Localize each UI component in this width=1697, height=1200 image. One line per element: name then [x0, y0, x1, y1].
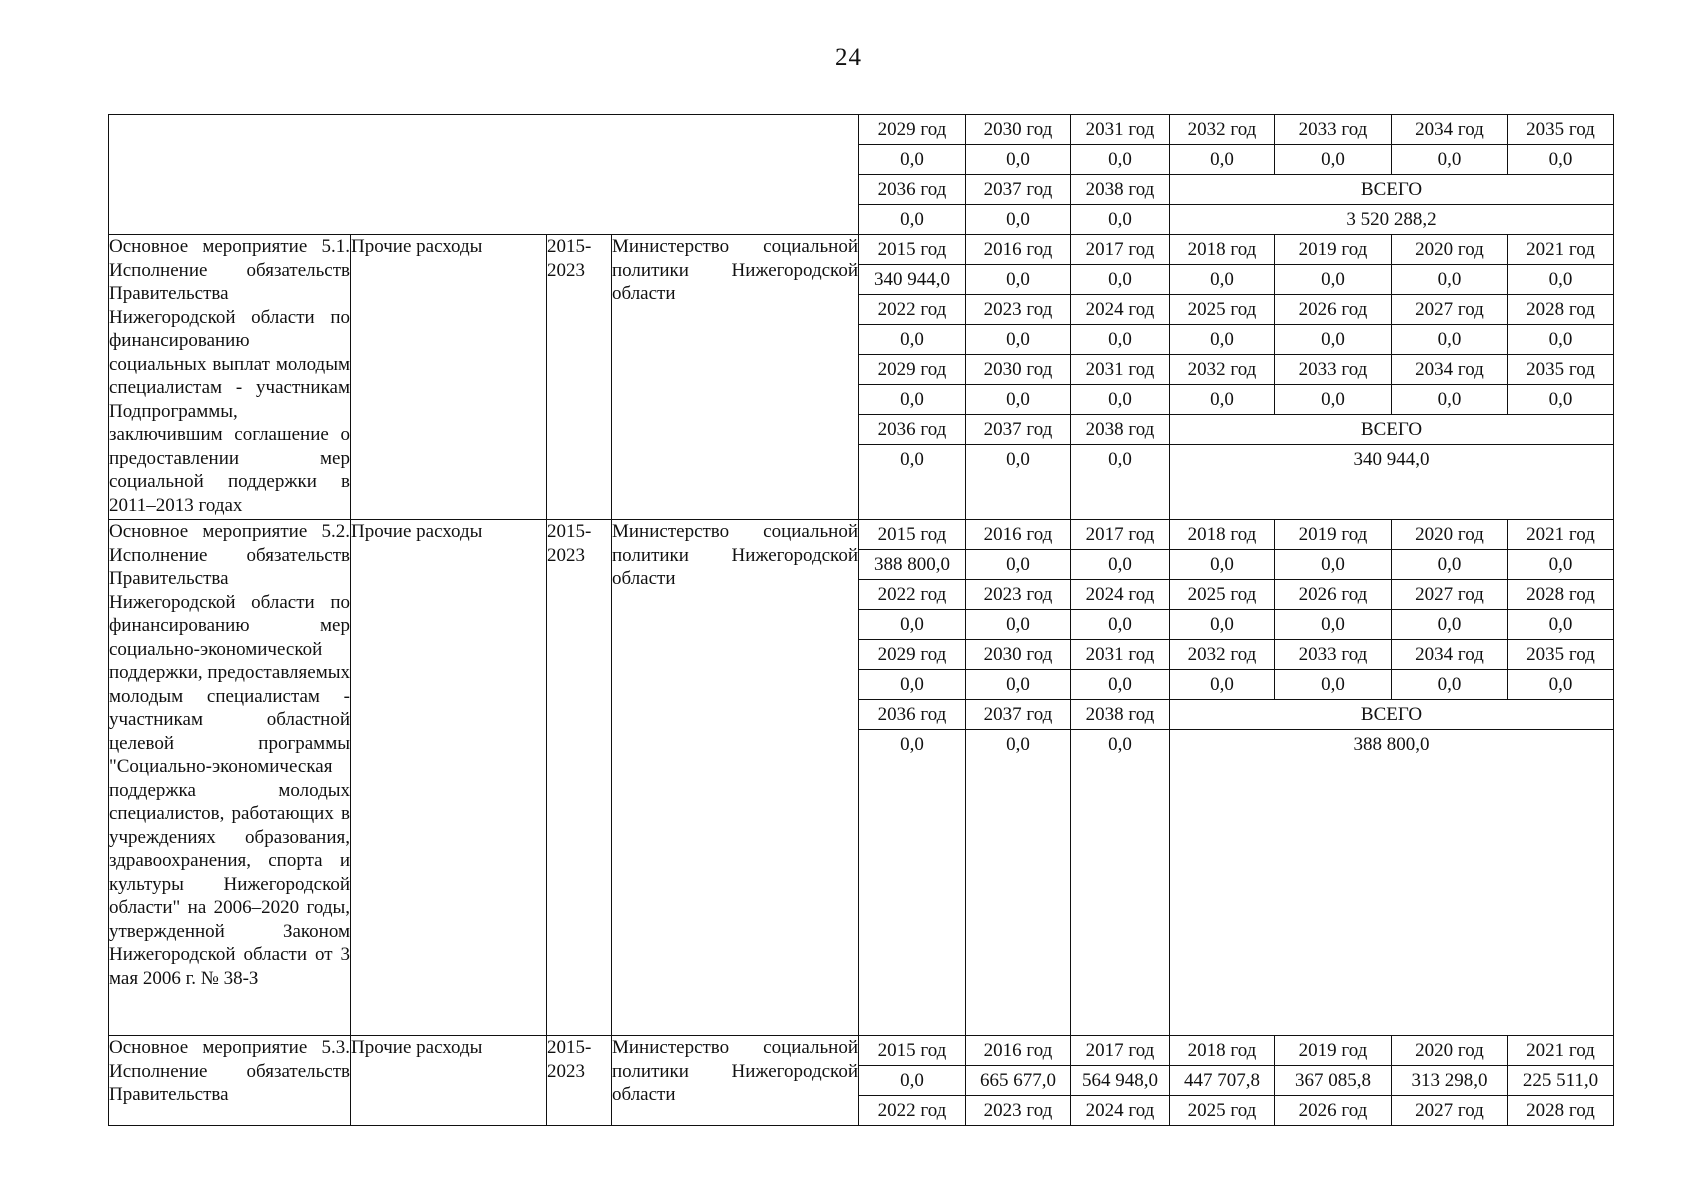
- header-years-row-1: [109, 115, 1614, 145]
- value-cell: 0,0: [1071, 610, 1170, 640]
- year-cell: 2021 год: [1508, 520, 1614, 550]
- year-cell: 2024 год: [1071, 580, 1170, 610]
- year-cell: 2024 год: [1071, 1096, 1170, 1126]
- year-cell: 2029 год: [859, 640, 966, 670]
- year-cell: 2026 год: [1275, 1096, 1392, 1126]
- year-cell: 2016 год: [966, 520, 1071, 550]
- measure-organization: Министерство социальной политики Нижегородской области: [612, 235, 859, 520]
- year-cell: 2021 год: [1508, 1036, 1614, 1066]
- value-cell: 0,0: [1170, 325, 1275, 355]
- year-cell: 2019 год: [1275, 1036, 1392, 1066]
- value-cell: 564 948,0: [1071, 1066, 1170, 1096]
- measure-expense-type: Прочие расходы: [351, 1036, 547, 1126]
- value-cell: 0,0: [1071, 145, 1170, 175]
- measure-period: 2015-2023: [547, 235, 612, 520]
- year-cell: 2032 год: [1170, 115, 1275, 145]
- value-cell: 0,0: [1508, 325, 1614, 355]
- value-cell: 0,0: [1071, 550, 1170, 580]
- year-cell: 2028 год: [1508, 580, 1614, 610]
- year-cell: 2033 год: [1275, 640, 1392, 670]
- page-number: 24: [835, 44, 862, 71]
- year-cell: 2019 год: [1275, 235, 1392, 265]
- value-cell: 0,0: [1170, 550, 1275, 580]
- year-cell: 2026 год: [1275, 295, 1392, 325]
- value-cell: 0,0: [859, 730, 966, 1036]
- year-cell: 2034 год: [1392, 355, 1508, 385]
- year-cell: 2029 год: [859, 355, 966, 385]
- value-cell: 388 800,0: [859, 550, 966, 580]
- value-cell: 0,0: [966, 325, 1071, 355]
- year-cell: 2025 год: [1170, 580, 1275, 610]
- year-cell: 2016 год: [966, 235, 1071, 265]
- value-cell: 665 677,0: [966, 1066, 1071, 1096]
- year-cell: 2038 год: [1071, 415, 1170, 445]
- measure-period: 2015-2023: [547, 520, 612, 1036]
- measure-description: Основное мероприятие 5.3. Исполнение обязательств Правительства: [109, 1036, 351, 1126]
- value-cell: 0,0: [1508, 385, 1614, 415]
- value-cell: 0,0: [1275, 385, 1392, 415]
- value-cell: 225 511,0: [1508, 1066, 1614, 1096]
- value-cell: 0,0: [859, 205, 966, 235]
- year-cell: 2032 год: [1170, 355, 1275, 385]
- year-cell: 2018 год: [1170, 1036, 1275, 1066]
- measure-5-2-years-a: [109, 520, 1614, 550]
- measure-description: Основное мероприятие 5.2. Исполнение обязательств Правительства Нижегородской области по финансированию мер социально-экономической поддержки, предоставляемых молодым специалистам - участникам областной целевой программы "Социально-экономическая поддержка молодых специалистов, работающих в учреждениях образования, здравоохранения, спорта и культуры Нижегородской области" на 2006–2020 годы, утвержденной Законом Нижегородской области от 3 мая 2006 г. № 38-З: [109, 520, 351, 1036]
- value-cell: 0,0: [859, 670, 966, 700]
- year-cell: 2037 год: [966, 175, 1071, 205]
- year-cell: 2028 год: [1508, 295, 1614, 325]
- year-cell: 2023 год: [966, 295, 1071, 325]
- value-cell: 0,0: [1508, 265, 1614, 295]
- value-cell: 0,0: [1071, 325, 1170, 355]
- total-value-cell: 3 520 288,2: [1170, 205, 1614, 235]
- value-cell: 0,0: [1508, 550, 1614, 580]
- year-cell: 2018 год: [1170, 235, 1275, 265]
- year-cell: 2023 год: [966, 1096, 1071, 1126]
- year-cell: 2028 год: [1508, 1096, 1614, 1126]
- value-cell: 0,0: [859, 1066, 966, 1096]
- total-value-cell: 340 944,0: [1170, 445, 1614, 520]
- value-cell: 0,0: [1170, 145, 1275, 175]
- value-cell: 0,0: [1275, 325, 1392, 355]
- value-cell: 0,0: [859, 610, 966, 640]
- total-label-cell: ВСЕГО: [1170, 700, 1614, 730]
- year-cell: 2034 год: [1392, 640, 1508, 670]
- value-cell: 0,0: [1071, 205, 1170, 235]
- year-cell: 2030 год: [966, 355, 1071, 385]
- value-cell: 0,0: [1275, 145, 1392, 175]
- value-cell: 0,0: [966, 550, 1071, 580]
- measure-organization: Министерство социальной политики Нижегородской области: [612, 520, 859, 1036]
- value-cell: 0,0: [966, 670, 1071, 700]
- total-value-cell: 388 800,0: [1170, 730, 1614, 1036]
- year-cell: 2017 год: [1071, 520, 1170, 550]
- measure-expense-type: Прочие расходы: [351, 520, 547, 1036]
- value-cell: 0,0: [966, 385, 1071, 415]
- year-cell: 2033 год: [1275, 115, 1392, 145]
- measure-expense-type: Прочие расходы: [351, 235, 547, 520]
- value-cell: 0,0: [1275, 550, 1392, 580]
- value-cell: 0,0: [1508, 610, 1614, 640]
- year-cell: 2019 год: [1275, 520, 1392, 550]
- year-cell: 2031 год: [1071, 355, 1170, 385]
- value-cell: 0,0: [1392, 385, 1508, 415]
- year-cell: 2016 год: [966, 1036, 1071, 1066]
- year-cell: 2020 год: [1392, 520, 1508, 550]
- value-cell: 0,0: [1392, 325, 1508, 355]
- year-cell: 2038 год: [1071, 700, 1170, 730]
- year-cell: 2036 год: [859, 175, 966, 205]
- value-cell: 0,0: [1392, 265, 1508, 295]
- measure-organization: Министерство социальной политики Нижегородской области: [612, 1036, 859, 1126]
- value-cell: 0,0: [1170, 385, 1275, 415]
- measure-5-3-years-a: [109, 1036, 1614, 1066]
- year-cell: 2022 год: [859, 580, 966, 610]
- year-cell: 2018 год: [1170, 520, 1275, 550]
- total-label-cell: ВСЕГО: [1170, 175, 1614, 205]
- value-cell: 447 707,8: [1170, 1066, 1275, 1096]
- measure-period: 2015-2023: [547, 1036, 612, 1126]
- year-cell: 2035 год: [1508, 115, 1614, 145]
- value-cell: 0,0: [1275, 670, 1392, 700]
- year-cell: 2026 год: [1275, 580, 1392, 610]
- year-cell: 2035 год: [1508, 355, 1614, 385]
- year-cell: 2029 год: [859, 115, 966, 145]
- value-cell: 0,0: [1071, 445, 1170, 520]
- year-cell: 2025 год: [1170, 295, 1275, 325]
- value-cell: 0,0: [1508, 145, 1614, 175]
- year-cell: 2030 год: [966, 640, 1071, 670]
- value-cell: 0,0: [1275, 610, 1392, 640]
- budget-table: [108, 114, 1614, 1126]
- value-cell: 0,0: [966, 265, 1071, 295]
- value-cell: 0,0: [859, 445, 966, 520]
- year-cell: 2022 год: [859, 295, 966, 325]
- year-cell: 2017 год: [1071, 235, 1170, 265]
- value-cell: 0,0: [1508, 670, 1614, 700]
- year-cell: 2020 год: [1392, 1036, 1508, 1066]
- value-cell: 0,0: [1170, 670, 1275, 700]
- value-cell: 0,0: [1392, 670, 1508, 700]
- value-cell: 0,0: [1071, 730, 1170, 1036]
- value-cell: 367 085,8: [1275, 1066, 1392, 1096]
- year-cell: 2036 год: [859, 700, 966, 730]
- year-cell: 2031 год: [1071, 640, 1170, 670]
- value-cell: 0,0: [1170, 610, 1275, 640]
- value-cell: 0,0: [1170, 265, 1275, 295]
- year-cell: 2036 год: [859, 415, 966, 445]
- year-cell: 2027 год: [1392, 295, 1508, 325]
- value-cell: 0,0: [859, 145, 966, 175]
- year-cell: 2037 год: [966, 700, 1071, 730]
- value-cell: 340 944,0: [859, 265, 966, 295]
- value-cell: 0,0: [859, 385, 966, 415]
- year-cell: 2034 год: [1392, 115, 1508, 145]
- value-cell: 0,0: [1071, 265, 1170, 295]
- year-cell: 2017 год: [1071, 1036, 1170, 1066]
- value-cell: 0,0: [1392, 145, 1508, 175]
- year-cell: 2024 год: [1071, 295, 1170, 325]
- budget-table-wrap: [108, 114, 1614, 1126]
- year-cell: 2023 год: [966, 580, 1071, 610]
- measure-description: Основное мероприятие 5.1. Исполнение обязательств Правительства Нижегородской области по финансированию социальных выплат молодым специалистам - участникам Подпрограммы, заключившим соглашение о предоставлении мер социальной поддержки в 2011–2013 годах: [109, 235, 351, 520]
- measure-5-1-years-a: [109, 235, 1614, 265]
- value-cell: 0,0: [966, 145, 1071, 175]
- value-cell: 0,0: [1275, 265, 1392, 295]
- total-label-cell: ВСЕГО: [1170, 415, 1614, 445]
- year-cell: 2032 год: [1170, 640, 1275, 670]
- year-cell: 2015 год: [859, 1036, 966, 1066]
- year-cell: 2027 год: [1392, 1096, 1508, 1126]
- year-cell: 2022 год: [859, 1096, 966, 1126]
- year-cell: 2038 год: [1071, 175, 1170, 205]
- year-cell: 2030 год: [966, 115, 1071, 145]
- year-cell: 2025 год: [1170, 1096, 1275, 1126]
- year-cell: 2027 год: [1392, 580, 1508, 610]
- year-cell: 2037 год: [966, 415, 1071, 445]
- year-cell: 2020 год: [1392, 235, 1508, 265]
- value-cell: 0,0: [1071, 385, 1170, 415]
- year-cell: 2021 год: [1508, 235, 1614, 265]
- value-cell: 0,0: [966, 205, 1071, 235]
- value-cell: 313 298,0: [1392, 1066, 1508, 1096]
- year-cell: 2015 год: [859, 235, 966, 265]
- value-cell: 0,0: [966, 610, 1071, 640]
- value-cell: 0,0: [1392, 610, 1508, 640]
- year-cell: 2031 год: [1071, 115, 1170, 145]
- header-blank-cell: [109, 115, 859, 235]
- value-cell: 0,0: [966, 445, 1071, 520]
- year-cell: 2015 год: [859, 520, 966, 550]
- value-cell: 0,0: [1392, 550, 1508, 580]
- value-cell: 0,0: [859, 325, 966, 355]
- value-cell: 0,0: [966, 730, 1071, 1036]
- value-cell: 0,0: [1071, 670, 1170, 700]
- year-cell: 2033 год: [1275, 355, 1392, 385]
- year-cell: 2035 год: [1508, 640, 1614, 670]
